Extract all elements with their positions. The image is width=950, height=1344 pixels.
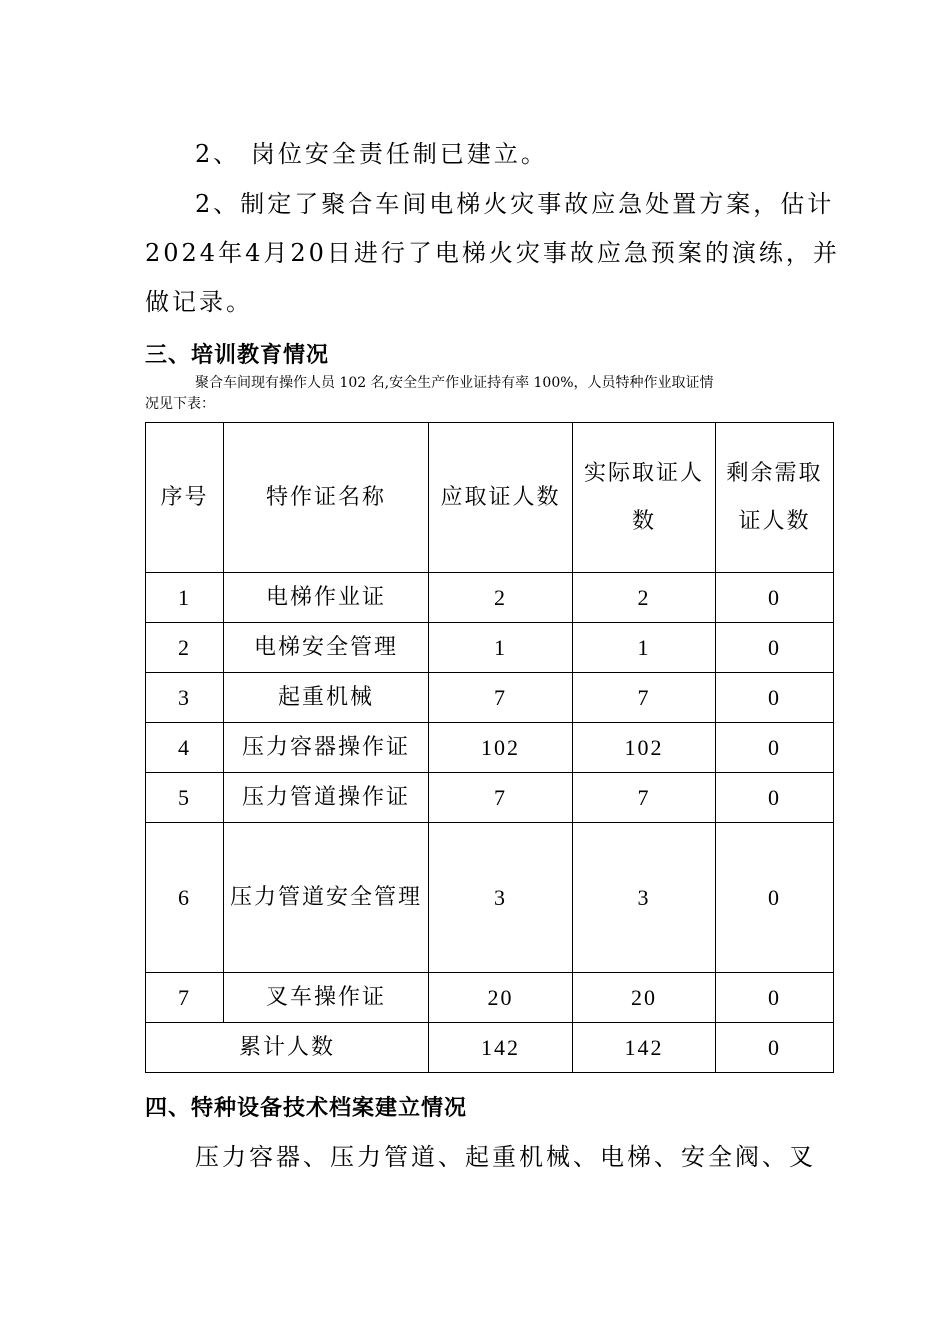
header-cert-name: 特作证名称 — [224, 423, 429, 573]
cell-actual: 7 — [573, 673, 716, 723]
cell-actual: 20 — [573, 973, 716, 1023]
paragraph-responsibility-system: 2、 岗位安全责任制已建立。 — [195, 140, 548, 168]
section-heading-equipment-archives: 四、特种设备技术档案建立情况 — [145, 1096, 468, 1121]
cell-index: 7 — [146, 973, 224, 1023]
cell-actual: 1 — [573, 623, 716, 673]
cell-cert-name: 电梯作业证 — [224, 573, 429, 623]
cell-remaining: 0 — [716, 773, 834, 823]
paragraph-emergency-plan-line1: 2、制定了聚合车间电梯火灾事故应急处置方案，估计 — [195, 190, 835, 218]
header-index: 序号 — [146, 423, 224, 573]
cell-required: 2 — [429, 573, 573, 623]
header-remaining: 剩余需取证人数 — [716, 423, 834, 573]
cell-remaining: 0 — [716, 623, 834, 673]
table-total-row — [146, 1023, 834, 1073]
cell-cert-name: 起重机械 — [224, 673, 429, 723]
cell-total-label: 累计人数 — [146, 1023, 429, 1073]
cell-remaining: 0 — [716, 823, 834, 973]
cell-index: 6 — [146, 823, 224, 973]
table-row — [146, 773, 834, 823]
cell-required: 3 — [429, 823, 573, 973]
training-intro — [145, 373, 825, 415]
cell-actual: 2 — [573, 573, 716, 623]
header-required: 应取证人数 — [429, 423, 573, 573]
cell-remaining: 0 — [716, 673, 834, 723]
table-row — [146, 623, 834, 673]
table-row — [146, 973, 834, 1023]
cell-cert-name: 叉车操作证 — [224, 973, 429, 1023]
table-row — [146, 673, 834, 723]
header-actual: 实际取证人数 — [573, 423, 716, 573]
cell-cert-name: 电梯安全管理 — [224, 623, 429, 673]
cell-total-actual: 142 — [573, 1023, 716, 1073]
paragraph-emergency-plan-line3: 做记录。 — [145, 288, 253, 316]
cell-required: 1 — [429, 623, 573, 673]
cell-total-required: 142 — [429, 1023, 573, 1073]
table-row — [146, 573, 834, 623]
certification-table — [145, 422, 834, 1073]
cell-remaining: 0 — [716, 573, 834, 623]
cell-remaining: 0 — [716, 723, 834, 773]
section-heading-training: 三、培训教育情况 — [145, 343, 330, 368]
cell-index: 2 — [146, 623, 224, 673]
cell-remaining: 0 — [716, 973, 834, 1023]
cell-cert-name: 压力管道安全管理 — [224, 823, 429, 973]
paragraph-equipment-archives-line1: 压力容器、压力管道、起重机械、电梯、安全阀、叉 — [195, 1143, 816, 1171]
cell-cert-name: 压力管道操作证 — [224, 773, 429, 823]
paragraph-emergency-plan-line2: 2024年4月20日进行了电梯火灾事故应急预案的演练，并 — [145, 239, 840, 267]
cell-index: 4 — [146, 723, 224, 773]
cell-actual: 7 — [573, 773, 716, 823]
training-intro-line2: 况见下表： — [145, 396, 215, 412]
cell-required: 20 — [429, 973, 573, 1023]
cell-actual: 3 — [573, 823, 716, 973]
cell-actual: 102 — [573, 723, 716, 773]
cell-index: 3 — [146, 673, 224, 723]
table-row — [146, 823, 834, 973]
training-intro-line1: 聚合车间现有操作人员 102 名,安全生产作业证持有率 100%，人员特种作业取证情 — [195, 375, 714, 391]
cell-required: 102 — [429, 723, 573, 773]
table-row — [146, 723, 834, 773]
cell-total-remaining: 0 — [716, 1023, 834, 1073]
cell-index: 5 — [146, 773, 224, 823]
table-header-row — [146, 423, 834, 573]
cell-index: 1 — [146, 573, 224, 623]
cell-required: 7 — [429, 673, 573, 723]
cell-required: 7 — [429, 773, 573, 823]
cell-cert-name: 压力容器操作证 — [224, 723, 429, 773]
